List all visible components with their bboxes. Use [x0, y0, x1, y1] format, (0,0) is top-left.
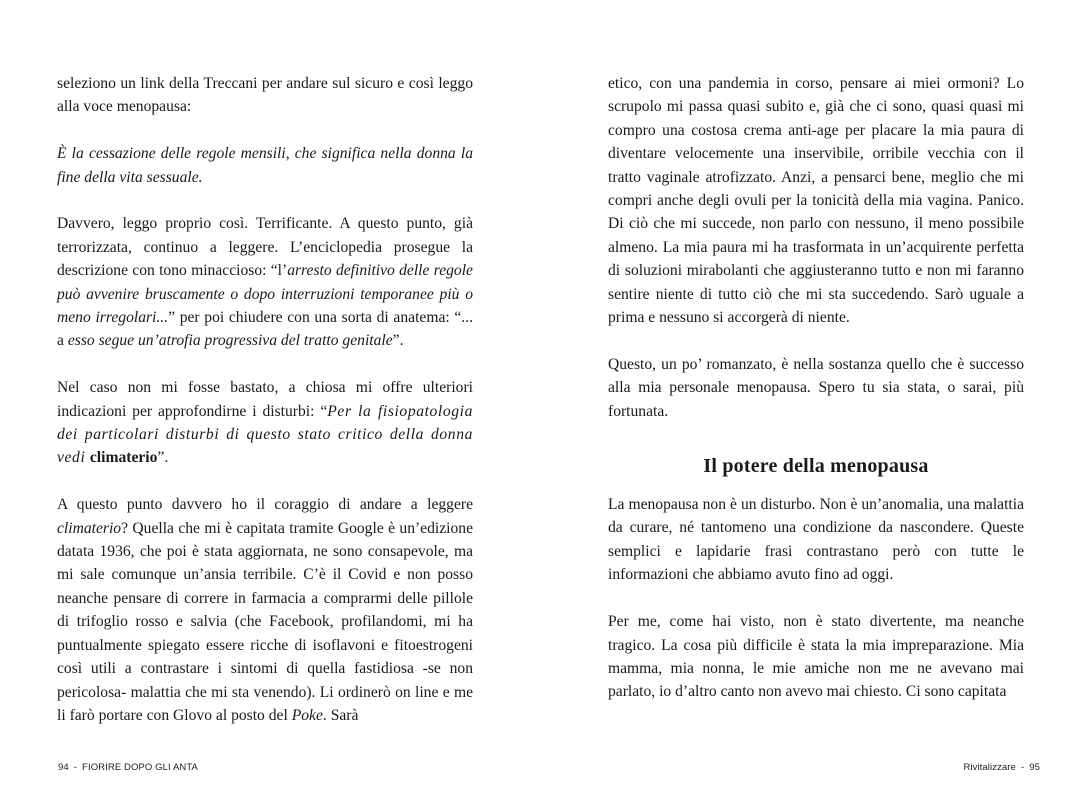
text-run: Nel caso non mi fosse bastato, a chiosa mi offre ulteriori indicazioni per approfondirne i disturbi: “	[57, 379, 473, 420]
footer-separator: -	[1020, 762, 1025, 773]
paragraph-definition-quote	[57, 142, 473, 189]
paragraph-climaterio	[57, 493, 473, 727]
left-text-column	[57, 72, 473, 727]
paragraph-ethics: etico, con una pandemia in corso, pensare ai miei ormoni? Lo scrupolo mi passa quasi subito e, già che ci sono, quasi quasi mi compro una costosa crema anti-age per placare la mia paura di diventare velocemente una inservibile, orribile vecchia con il tratto vaginale atrofizzato. Anzi, a pensarci bene, meglio che mi compri anche degli ovuli per la tonicità della mia vagina. Panico. Di ciò che mi succede, non parlo con nessuno, il meno possibile almeno. La mia paura mi ha trasformata in un’acquirente perfetta di soluzioni mirabolanti che aggiusteranno tutto e non mi faranno sentire niente di tutto ciò che mi sta succedendo. Sarò uguale a prima e nessuno si accorgerà di niente.	[608, 75, 1024, 327]
page-number: 94	[58, 762, 69, 773]
paragraph-encyclopedia	[57, 212, 473, 352]
paragraph-romanzato: Questo, un po’ romanzato, è nella sostanza quello che è successo alla mia personale menopausa. Spero tu sia stata, o sarai, più fortunata.	[608, 355, 1024, 420]
paragraph-treccani: seleziono un link della Treccani per andare sul sicuro e così leggo alla voce menopausa:	[57, 75, 473, 116]
text-run: . Sarà	[322, 706, 359, 724]
book-title: FIORIRE DOPO GLI ANTA	[82, 762, 198, 773]
italic-term: climaterio	[57, 519, 122, 537]
text-run: Davvero, leggo proprio così. Terrificante. A questo punto, già terrorizzata, continuo a leggere. L’enciclopedia prosegue la descrizione con tono minaccioso: “l’	[57, 215, 473, 280]
definition-quote-text: È la cessazione delle regole mensili, che significa nella donna la fine della vita sessuale.	[57, 145, 473, 186]
section-heading: Il potere della menopausa	[703, 455, 929, 478]
text-run: A questo punto davvero ho il coraggio di andare a leggere	[57, 496, 473, 514]
footer-separator: -	[73, 762, 78, 773]
page-number: 95	[1029, 762, 1040, 773]
paragraph-for-me: Per me, come hai visto, non è stato divertente, ma neanche tragico. La cosa più difficile è stata la mia impreparazione. Mia mamma, mia nonna, le mie amiche non me ne avevano mai parlato, io d’altro canto non avevo mai chiesto. Ci sono capitata	[608, 613, 1024, 701]
right-page-footer	[963, 761, 1040, 775]
paragraph-chiosa	[57, 376, 473, 470]
text-run: ”.	[157, 449, 169, 467]
text-run: ”.	[392, 332, 404, 350]
bold-term-climaterio: climaterio	[89, 449, 158, 467]
left-page-footer	[58, 761, 198, 775]
italic-quote: arresto definitivo delle regole può avvenire bruscamente o dopo interruzioni temporanee più o meno irregolari...	[57, 262, 473, 327]
paragraph-not-a-disorder: La menopausa non è un disturbo. Non è un’anomalia, una malattia da curare, né tantomeno una condizione da nascondere. Queste semplici e lapidarie frasi contrastano però con tutte le informazioni che abbiamo avuto fino ad oggi.	[608, 496, 1024, 584]
right-text-column	[608, 72, 1024, 704]
right-page	[540, 0, 1080, 810]
italic-term: Poke	[291, 706, 323, 724]
text-run: ” per poi chiudere con una sorta di anatema: “... a	[57, 309, 473, 350]
italic-quote: esso segue un’atrofia progressiva del tratto genitale	[67, 332, 393, 350]
chapter-title: Rivitalizzare	[963, 762, 1016, 773]
italic-quote: Per la fisiopatologia dei particolari disturbi di questo stato critico della donna vedi	[57, 402, 473, 467]
text-run: ? Quella che mi è capitata tramite Google è un’edizione datata 1936, che poi è stata aggiornata, ne sono consapevole, ma mi sale comunque un’ansia terribile. C’è il Covid e non posso neanche pensare di correre in farmacia a comprarmi delle pillole di trifoglio rosso e salvia (che Facebook, profilandomi, mi ha puntualmente spiegato essere ricche di isoflavoni e fitoestrogeni così utili a contrastare i sintomi di quella fastidiosa -se non pericolosa- malattia che mi sta venendo). Li ordinerò on line e me li farò portare con Glovo al posto del	[57, 519, 473, 724]
